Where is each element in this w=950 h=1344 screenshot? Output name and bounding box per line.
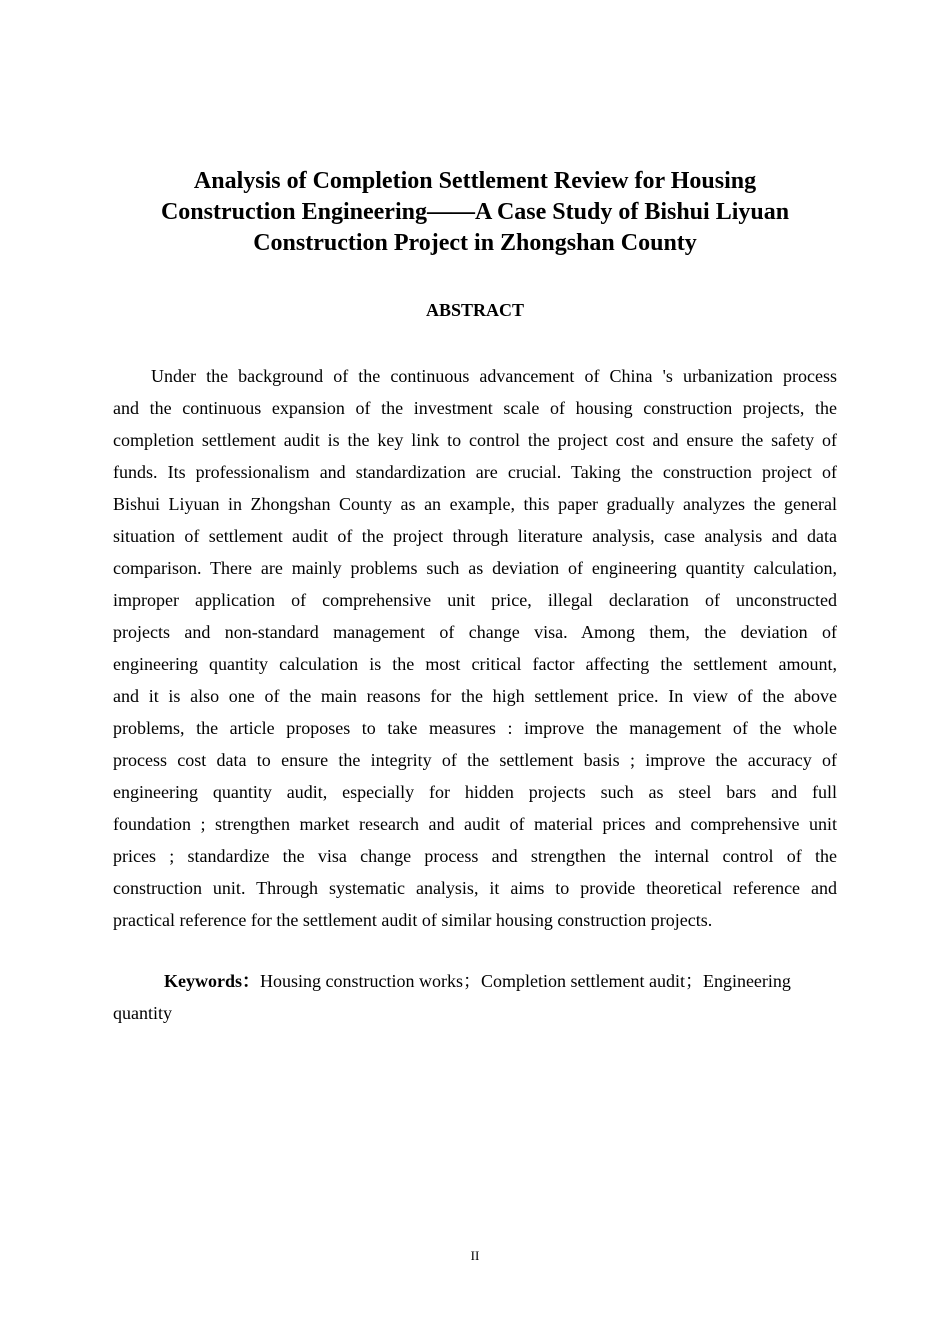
- abstract-line: and it is also one of the main reasons for the high settlement price. In view of the above: [113, 686, 837, 706]
- abstract-body: [113, 360, 837, 936]
- abstract-line: projects and non-standard management of change visa. Among them, the deviation of: [113, 622, 837, 642]
- abstract-line: completion settlement audit is the key link to control the project cost and ensure the safety of: [113, 430, 837, 450]
- keywords-label: Keywords：: [164, 971, 260, 991]
- abstract-line: practical reference for the settlement audit of similar housing construction projects.: [113, 910, 713, 930]
- abstract-line: comparison. There are mainly problems such as deviation of engineering quantity calculation,: [113, 558, 837, 578]
- keywords-line: [113, 965, 837, 997]
- abstract-line: foundation ; strengthen market research and audit of material prices and comprehensive unit: [113, 814, 837, 834]
- abstract-line: situation of settlement audit of the project through literature analysis, case analysis and data: [113, 526, 837, 546]
- keywords-block: [113, 965, 837, 1029]
- title-line: Analysis of Completion Settlement Review for Housing: [193, 168, 757, 194]
- abstract-line: process cost data to ensure the integrity of the settlement basis ; improve the accuracy of: [113, 750, 837, 770]
- page-number: II: [470, 1248, 480, 1263]
- abstract-line: Bishui Liyuan in Zhongshan County as an example, this paper gradually analyzes the general: [113, 494, 837, 514]
- abstract-line: Under the background of the continuous advancement of China 's urbanization process: [151, 366, 837, 386]
- abstract-heading: ABSTRACT: [425, 300, 525, 320]
- keywords-text: Housing construction works；Completion settlement audit；Engineering: [260, 971, 791, 991]
- abstract-line: engineering quantity calculation is the most critical factor affecting the settlement amount,: [113, 654, 837, 674]
- abstract-line: engineering quantity audit, especially for hidden projects such as steel bars and full: [113, 782, 837, 802]
- abstract-line: and the continuous expansion of the investment scale of housing construction projects, the: [113, 398, 837, 418]
- keywords-text-continued: quantity: [113, 1003, 172, 1023]
- title-line: Construction Engineering——A Case Study of Bishui Liyuan: [160, 199, 790, 225]
- abstract-line: funds. Its professionalism and standardization are crucial. Taking the construction project of: [113, 462, 837, 482]
- paper-title: [113, 166, 837, 259]
- title-line: Construction Project in Zhongshan County: [253, 230, 697, 256]
- abstract-line: problems, the article proposes to take measures : improve the management of the whole: [113, 718, 837, 738]
- abstract-line: improper application of comprehensive unit price, illegal declaration of unconstructed: [113, 590, 837, 610]
- abstract-line: prices ; standardize the visa change process and strengthen the internal control of the: [113, 846, 837, 866]
- abstract-line: construction unit. Through systematic analysis, it aims to provide theoretical reference and: [113, 878, 837, 898]
